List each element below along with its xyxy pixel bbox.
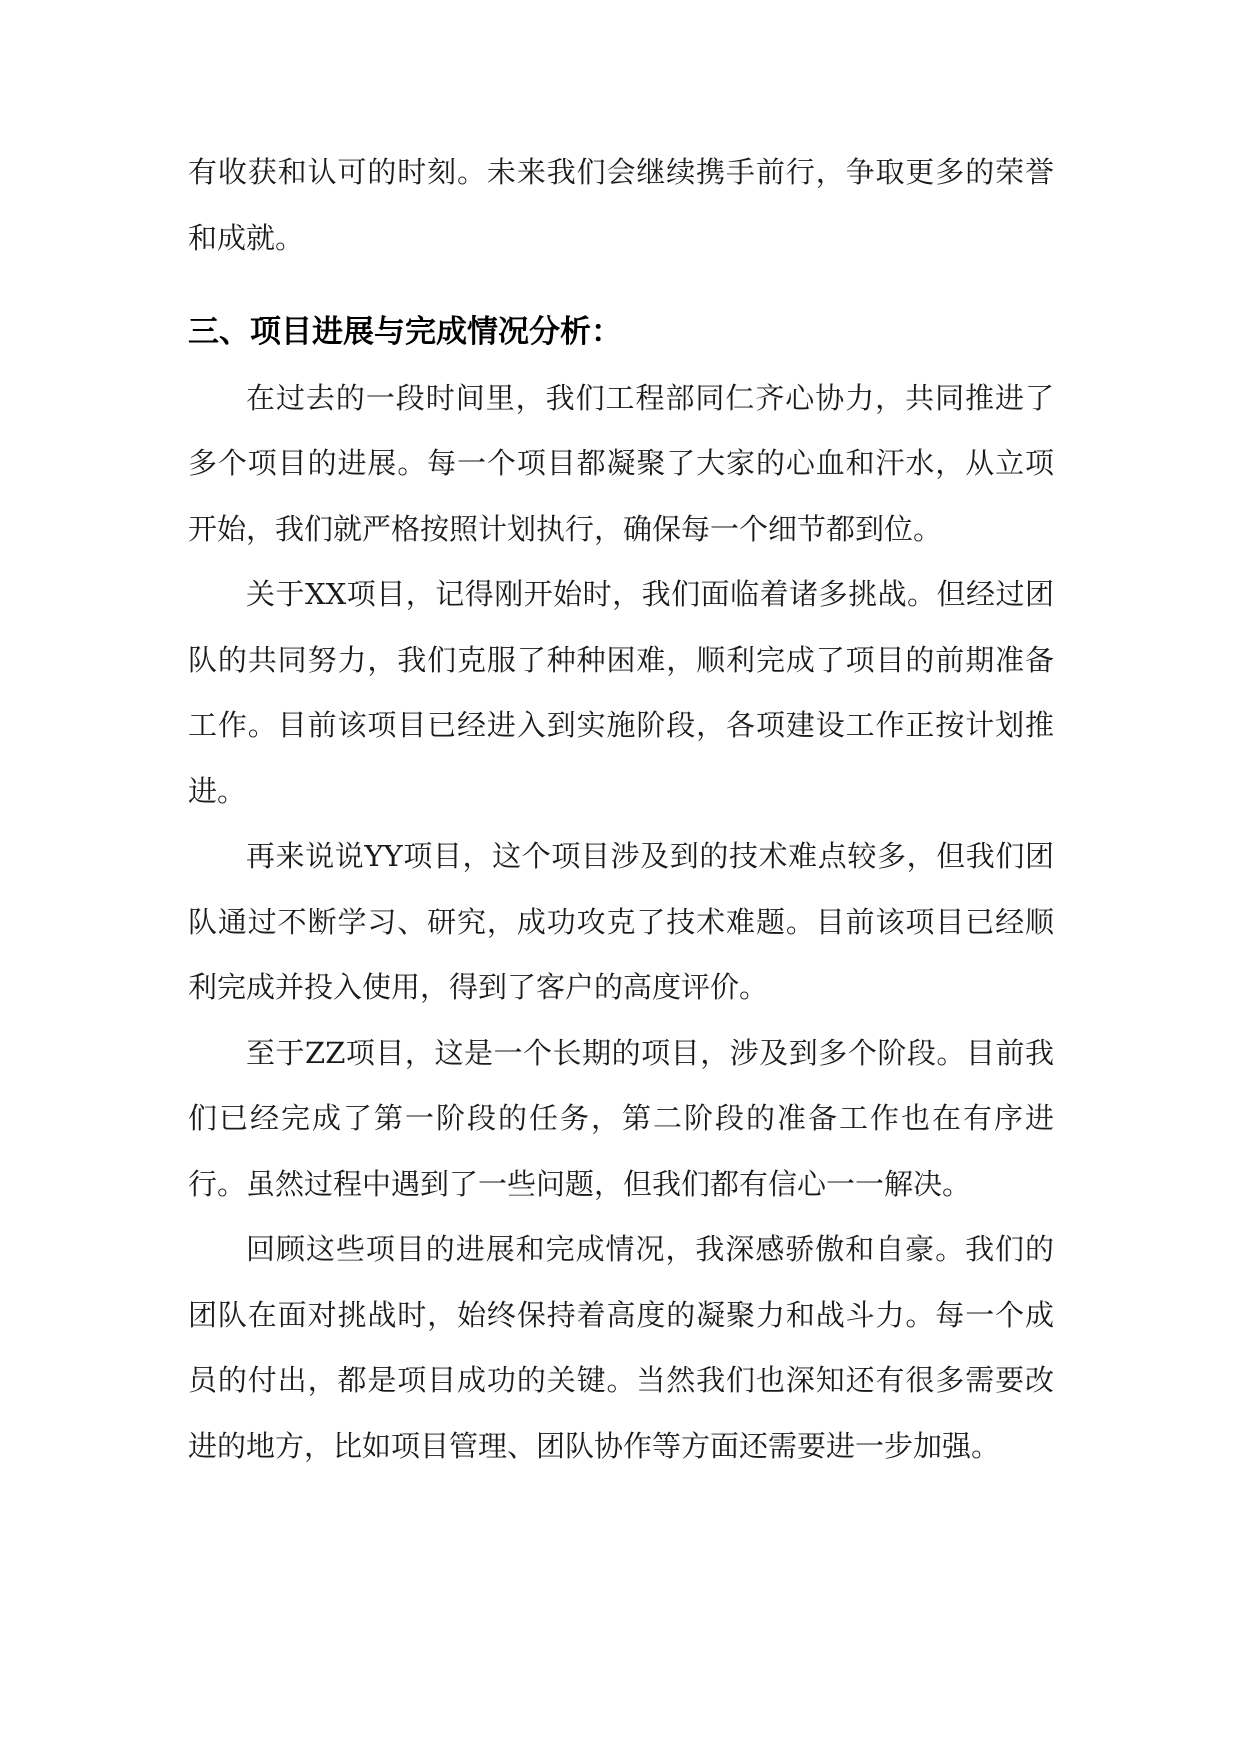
paragraph-intro: 在过去的一段时间里，我们工程部同仁齐心协力，共同推进了多个项目的进展。每一个项目都凝聚了大家的心血和汗水，从立项开始，我们就严格按照计划执行，确保每一个细节都到位。 bbox=[188, 380, 1054, 546]
paragraph-yy-project: 再来说说YY项目，这个项目涉及到的技术难点较多，但我们团队通过不断学习、研究，成功攻克了技术难题。目前该项目已经顺利完成并投入使用，得到了客户的高度评价。 bbox=[188, 839, 1054, 1004]
paragraph-review: 回顾这些项目的进展和完成情况，我深感骄傲和自豪。我们的团队在面对挑战时，始终保持着高度的凝聚力和战斗力。每一个成员的付出，都是项目成功的关键。当然我们也深知还有很多需要改进的地方，比如项目管理、团队协作等方面还需要进一步加强。 bbox=[188, 1232, 1054, 1463]
paragraph-xx-project: 关于XX项目，记得刚开始时，我们面临着诸多挑战。但经过团队的共同努力，我们克服了种种困难，顺利完成了项目的前期准备工作。目前该项目已经进入到实施阶段，各项建设工作正按计划推进。 bbox=[188, 577, 1054, 808]
continuation-paragraph: 有收获和认可的时刻。未来我们会继续携手前行，争取更多的荣誉和成就。 bbox=[188, 155, 1054, 255]
section-spacer bbox=[188, 271, 1054, 300]
paragraph-zz-project: 至于ZZ项目，这是一个长期的项目，涉及到多个阶段。目前我们已经完成了第一阶段的任务，第二阶段的准备工作也在有序进行。虽然过程中遇到了一些问题，但我们都有信心一一解决。 bbox=[188, 1035, 1054, 1201]
document-body bbox=[188, 140, 1054, 1479]
section-heading: 三、项目进展与完成情况分析： bbox=[188, 314, 622, 350]
